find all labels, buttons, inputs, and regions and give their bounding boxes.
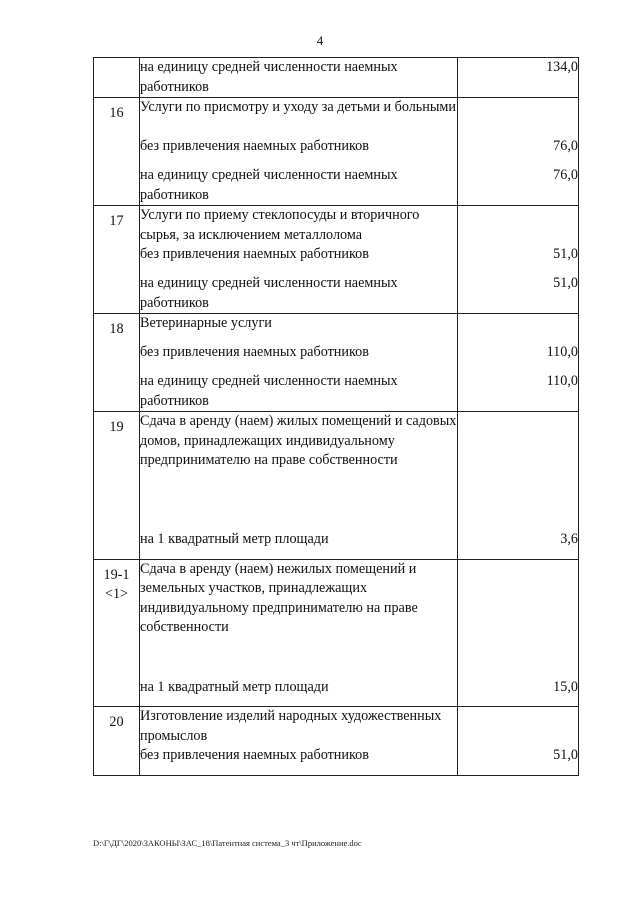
table-subrow bbox=[94, 245, 579, 274]
row-line-value: 134,0 bbox=[458, 58, 579, 98]
value-spacer bbox=[458, 412, 579, 531]
row-line-text: на единицу средней численности наемных работников bbox=[140, 372, 458, 412]
table-subrow bbox=[94, 372, 579, 412]
row-title: Сдача в аренду (наем) жилых помещений и садовых домов, принадлежащих индивидуальному предпринимателю на праве собственности bbox=[140, 412, 458, 531]
value-spacer bbox=[458, 559, 579, 678]
table-row bbox=[94, 314, 579, 344]
row-line-text: без привлечения наемных работников bbox=[140, 245, 458, 274]
table-row bbox=[94, 58, 579, 98]
row-number bbox=[94, 58, 140, 98]
row-line-value: 110,0 bbox=[458, 343, 579, 372]
row-title: Изготовление изделий народных художественных промыслов bbox=[140, 707, 458, 747]
row-number: 20 bbox=[94, 707, 140, 776]
value-spacer bbox=[458, 314, 579, 344]
row-line-text: без привлечения наемных работников bbox=[140, 343, 458, 372]
row-line-text: без привлечения наемных работников bbox=[140, 137, 458, 166]
row-number: 19-1 <1> bbox=[94, 559, 140, 707]
table-row bbox=[94, 707, 579, 747]
row-line-value: 15,0 bbox=[458, 678, 579, 707]
value-spacer bbox=[458, 206, 579, 246]
table-row bbox=[94, 206, 579, 246]
table-subrow bbox=[94, 746, 579, 775]
page-number: 4 bbox=[316, 33, 324, 48]
row-line-text: на единицу средней численности наемных работников bbox=[140, 166, 458, 206]
row-line-value: 51,0 bbox=[458, 746, 579, 775]
row-number: 19 bbox=[94, 412, 140, 560]
row-number: 16 bbox=[94, 98, 140, 206]
row-title: Услуги по приему стеклопосуды и вторичного сырья, за исключением металлолома bbox=[140, 206, 458, 246]
row-line-value: 3,6 bbox=[458, 530, 579, 559]
row-number: 18 bbox=[94, 314, 140, 412]
table-subrow bbox=[94, 678, 579, 707]
row-line-value: 110,0 bbox=[458, 372, 579, 412]
row-title: Услуги по присмотру и уходу за детьми и больными bbox=[140, 98, 458, 138]
table-subrow bbox=[94, 166, 579, 206]
row-line-value: 76,0 bbox=[458, 166, 579, 206]
table-row bbox=[94, 98, 579, 138]
row-line-text: без привлечения наемных работников bbox=[140, 746, 458, 775]
tariff-table bbox=[93, 57, 579, 776]
value-spacer bbox=[458, 98, 579, 138]
row-line-text: на единицу средней численности наемных работников bbox=[140, 58, 458, 98]
row-title: Сдача в аренду (наем) нежилых помещений и земельных участков, принадлежащих индивидуальному предпринимателю на праве собственности bbox=[140, 559, 458, 678]
row-line-value: 51,0 bbox=[458, 245, 579, 274]
table-subrow bbox=[94, 530, 579, 559]
row-line-text: на 1 квадратный метр площади bbox=[140, 678, 458, 707]
value-spacer bbox=[458, 707, 579, 747]
row-line-text: на 1 квадратный метр площади bbox=[140, 530, 458, 559]
row-number: 17 bbox=[94, 206, 140, 314]
row-line-text: на единицу средней численности наемных работников bbox=[140, 274, 458, 314]
table-subrow bbox=[94, 274, 579, 314]
table-subrow bbox=[94, 343, 579, 372]
row-line-value: 51,0 bbox=[458, 274, 579, 314]
table-subrow bbox=[94, 137, 579, 166]
footer-file-path: D:\Г\ДГ\2020\ЗАКОНЫ\ЗАС_18\Патентная система_3 чт\Приложение.doc bbox=[93, 838, 362, 848]
row-title: Ветеринарные услуги bbox=[140, 314, 458, 344]
table-row bbox=[94, 412, 579, 531]
table-row bbox=[94, 559, 579, 678]
row-line-value: 76,0 bbox=[458, 137, 579, 166]
